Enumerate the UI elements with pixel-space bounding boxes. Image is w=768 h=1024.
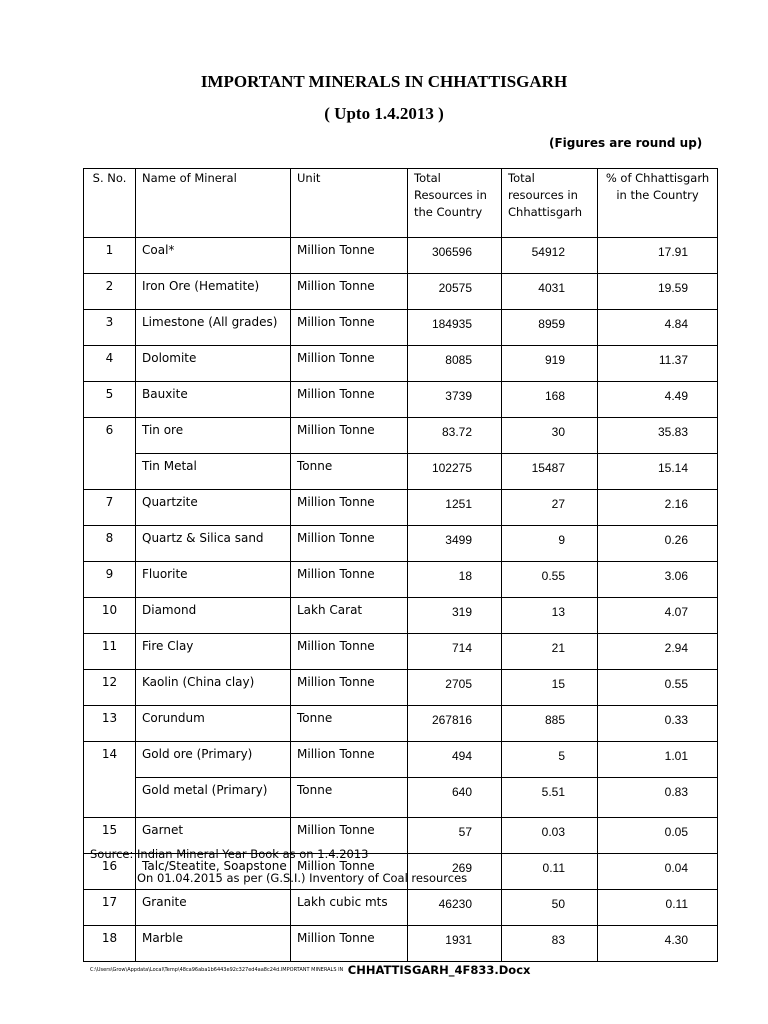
- cell-total-country: 102275: [408, 454, 502, 490]
- header-sno: S. No.: [84, 169, 136, 238]
- cell-unit: Million Tonne: [291, 926, 408, 962]
- cell-total-chhattisgarh: 168: [502, 382, 598, 418]
- cell-total-country: 83.72: [408, 418, 502, 454]
- cell-percent: 0.04: [598, 854, 718, 890]
- cell-total-chhattisgarh: 15: [502, 670, 598, 706]
- table-row: [84, 526, 718, 562]
- table-row: [84, 382, 718, 418]
- cell-total-chhattisgarh: 83: [502, 926, 598, 962]
- cell-mineral-name: Talc/Steatite, Soapstone: [136, 854, 291, 890]
- cell-percent: 2.16: [598, 490, 718, 526]
- document-title: IMPORTANT MINERALS IN CHHATTISGARH: [200, 72, 568, 91]
- cell-unit: Lakh Carat: [291, 598, 408, 634]
- cell-unit: Lakh cubic mts: [291, 890, 408, 926]
- cell-total-country: 306596: [408, 238, 502, 274]
- cell-total-country: 18: [408, 562, 502, 598]
- cell-total-chhattisgarh: 15487: [502, 454, 598, 490]
- cell-percent: 15.14: [598, 454, 718, 490]
- cell-mineral-name: Gold ore (Primary): [136, 742, 291, 778]
- cell-unit: Million Tonne: [291, 742, 408, 778]
- cell-unit: Million Tonne: [291, 526, 408, 562]
- cell-sno: 11: [84, 634, 136, 670]
- cell-percent: 17.91: [598, 238, 718, 274]
- cell-percent: 35.83: [598, 418, 718, 454]
- cell-percent: 0.11: [598, 890, 718, 926]
- cell-sno: 4: [84, 346, 136, 382]
- cell-mineral-name: Dolomite: [136, 346, 291, 382]
- cell-mineral-name: Diamond: [136, 598, 291, 634]
- cell-total-country: 269: [408, 854, 502, 890]
- cell-total-chhattisgarh: 4031: [502, 274, 598, 310]
- cell-total-chhattisgarh: 9: [502, 526, 598, 562]
- cell-unit: Million Tonne: [291, 670, 408, 706]
- cell-total-chhattisgarh: 0.11: [502, 854, 598, 890]
- header-total-country: Total Resources in the Country: [408, 169, 502, 238]
- table-row: [84, 670, 718, 706]
- table-row: [84, 598, 718, 634]
- cell-unit: Tonne: [291, 778, 408, 818]
- cell-mineral-name: Corundum: [136, 706, 291, 742]
- table-row: [84, 634, 718, 670]
- header-total-chhattisgarh: Total resources in Chhattisgarh: [502, 169, 598, 238]
- cell-total-country: 1251: [408, 490, 502, 526]
- table-row: [84, 418, 718, 454]
- cell-sno: 6: [84, 418, 136, 490]
- cell-total-country: 3499: [408, 526, 502, 562]
- cell-sno: 12: [84, 670, 136, 706]
- table-row: [84, 890, 718, 926]
- table-row: [84, 274, 718, 310]
- cell-total-country: 640: [408, 778, 502, 818]
- cell-mineral-name: Gold metal (Primary): [136, 778, 291, 818]
- cell-percent: 0.05: [598, 818, 718, 854]
- table-row: [84, 454, 718, 490]
- cell-sno: 10: [84, 598, 136, 634]
- cell-unit: Million Tonne: [291, 854, 408, 890]
- minerals-table: [83, 168, 718, 962]
- cell-sno: 14: [84, 742, 136, 818]
- cell-percent: 2.94: [598, 634, 718, 670]
- table-row: [84, 926, 718, 962]
- table-row: [84, 346, 718, 382]
- cell-total-country: 8085: [408, 346, 502, 382]
- cell-percent: 4.30: [598, 926, 718, 962]
- cell-total-chhattisgarh: 0.03: [502, 818, 598, 854]
- cell-total-country: 20575: [408, 274, 502, 310]
- table-row: [84, 778, 718, 818]
- table-row: [84, 490, 718, 526]
- cell-unit: Million Tonne: [291, 562, 408, 598]
- cell-sno: 16: [84, 854, 136, 890]
- cell-mineral-name: Marble: [136, 926, 291, 962]
- cell-unit: Million Tonne: [291, 382, 408, 418]
- cell-percent: 4.84: [598, 310, 718, 346]
- cell-unit: Million Tonne: [291, 818, 408, 854]
- table-row: [84, 238, 718, 274]
- cell-total-country: 714: [408, 634, 502, 670]
- header-mineral-name: Name of Mineral: [136, 169, 291, 238]
- cell-total-chhattisgarh: 0.55: [502, 562, 598, 598]
- cell-sno: 2: [84, 274, 136, 310]
- table-row: [84, 742, 718, 778]
- cell-mineral-name: Coal*: [136, 238, 291, 274]
- cell-percent: 11.37: [598, 346, 718, 382]
- cell-sno: 8: [84, 526, 136, 562]
- cell-total-chhattisgarh: 8959: [502, 310, 598, 346]
- cell-unit: Million Tonne: [291, 490, 408, 526]
- cell-total-chhattisgarh: 21: [502, 634, 598, 670]
- cell-total-country: 267816: [408, 706, 502, 742]
- header-percent: % of Chhattisgarh in the Country: [598, 169, 718, 238]
- cell-percent: 4.07: [598, 598, 718, 634]
- cell-percent: 3.06: [598, 562, 718, 598]
- cell-sno: 1: [84, 238, 136, 274]
- table-row: [84, 310, 718, 346]
- cell-total-country: 494: [408, 742, 502, 778]
- cell-percent: 0.83: [598, 778, 718, 818]
- document-subtitle: ( Upto 1.4.2013 ): [324, 104, 444, 123]
- cell-total-chhattisgarh: 50: [502, 890, 598, 926]
- cell-mineral-name: Granite: [136, 890, 291, 926]
- cell-total-country: 1931: [408, 926, 502, 962]
- cell-total-country: 3739: [408, 382, 502, 418]
- cell-percent: 0.26: [598, 526, 718, 562]
- cell-mineral-name: Fire Clay: [136, 634, 291, 670]
- cell-sno: 5: [84, 382, 136, 418]
- cell-percent: 19.59: [598, 274, 718, 310]
- cell-mineral-name: Tin Metal: [136, 454, 291, 490]
- cell-total-chhattisgarh: 885: [502, 706, 598, 742]
- cell-total-country: 46230: [408, 890, 502, 926]
- cell-unit: Tonne: [291, 706, 408, 742]
- cell-sno: 15: [84, 818, 136, 854]
- cell-total-country: 184935: [408, 310, 502, 346]
- cell-unit: Million Tonne: [291, 310, 408, 346]
- cell-total-country: 2705: [408, 670, 502, 706]
- cell-sno: 13: [84, 706, 136, 742]
- round-up-note: (Figures are round up): [549, 136, 703, 150]
- cell-mineral-name: Kaolin (China clay): [136, 670, 291, 706]
- table-row: [84, 562, 718, 598]
- cell-total-chhattisgarh: 30: [502, 418, 598, 454]
- table-header-row: [84, 169, 718, 238]
- cell-total-country: 319: [408, 598, 502, 634]
- cell-total-chhattisgarh: 919: [502, 346, 598, 382]
- cell-unit: Million Tonne: [291, 238, 408, 274]
- cell-mineral-name: Garnet: [136, 818, 291, 854]
- table-row: [84, 706, 718, 742]
- cell-total-chhattisgarh: 54912: [502, 238, 598, 274]
- cell-sno: 9: [84, 562, 136, 598]
- cell-unit: Million Tonne: [291, 274, 408, 310]
- cell-unit: Tonne: [291, 454, 408, 490]
- cell-unit: Million Tonne: [291, 418, 408, 454]
- cell-sno: 7: [84, 490, 136, 526]
- cell-mineral-name: Tin ore: [136, 418, 291, 454]
- cell-mineral-name: Quartz & Silica sand: [136, 526, 291, 562]
- source-note: On 01.04.2015 as per (G.S.I.) Inventory of Coal resources: [137, 871, 468, 885]
- cell-mineral-name: Quartzite: [136, 490, 291, 526]
- cell-unit: Million Tonne: [291, 346, 408, 382]
- cell-sno: 3: [84, 310, 136, 346]
- file-footer: [90, 961, 530, 979]
- cell-total-country: 57: [408, 818, 502, 854]
- cell-sno: 17: [84, 890, 136, 926]
- cell-percent: 0.55: [598, 670, 718, 706]
- file-path: C:\Users\Grow\Appdata\Local\Temp\48ca96aba1b6443e92c327ed4aa8c24d.IMPORTANT MINERALS IN: [90, 966, 344, 973]
- cell-mineral-name: Bauxite: [136, 382, 291, 418]
- cell-unit: Million Tonne: [291, 634, 408, 670]
- cell-sno: 18: [84, 926, 136, 962]
- file-name: CHHATTISGARH_4F833.Docx: [347, 962, 531, 977]
- cell-total-chhattisgarh: 5: [502, 742, 598, 778]
- cell-mineral-name: Iron Ore (Hematite): [136, 274, 291, 310]
- cell-percent: 1.01: [598, 742, 718, 778]
- cell-percent: 0.33: [598, 706, 718, 742]
- source-line: Source: Indian Mineral Year Book as on 1.4.2013: [90, 847, 369, 861]
- cell-total-chhattisgarh: 5.51: [502, 778, 598, 818]
- cell-total-chhattisgarh: 13: [502, 598, 598, 634]
- header-unit: Unit: [291, 169, 408, 238]
- cell-percent: 4.49: [598, 382, 718, 418]
- cell-total-chhattisgarh: 27: [502, 490, 598, 526]
- cell-mineral-name: Limestone (All grades): [136, 310, 291, 346]
- cell-mineral-name: Fluorite: [136, 562, 291, 598]
